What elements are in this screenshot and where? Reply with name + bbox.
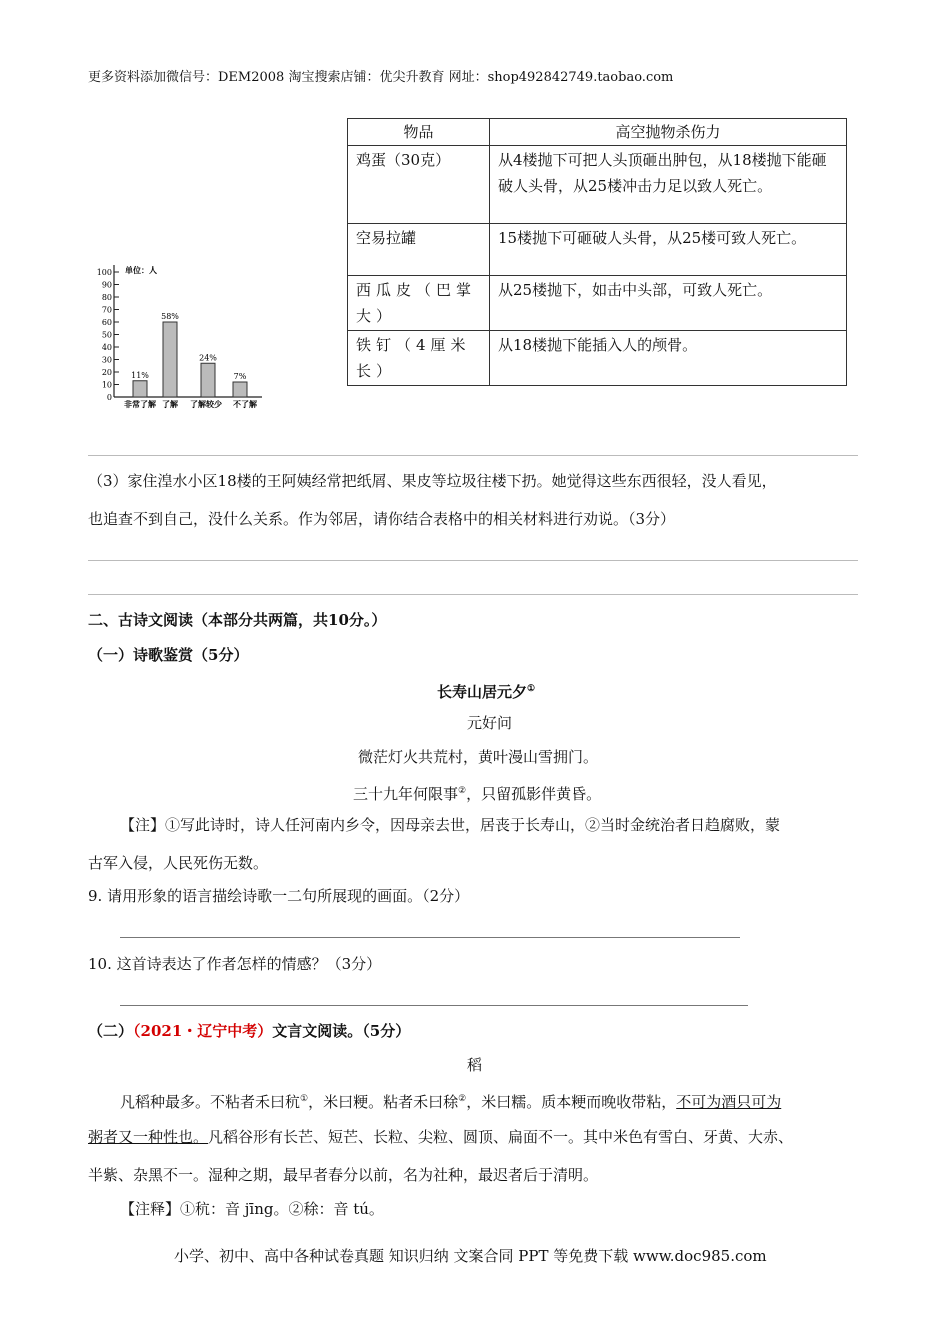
- subsection-title-2: [88, 1021, 410, 1041]
- y-tick-label: 50: [101, 330, 112, 340]
- table-cell: 鸡蛋（30克）: [348, 146, 490, 224]
- table-header: 物品: [348, 119, 490, 146]
- t: 凡稻谷形有长芒、短芒、长粒、尖粒、圆顶、扁面不一。其中米色有雪白、牙黄、大赤、: [208, 1128, 794, 1146]
- question-3-line2: 也追查不到自己，没什么关系。作为邻居，请你结合表格中的相关材料进行劝说。（3分）: [88, 510, 676, 528]
- y-tick-label: 0: [106, 393, 112, 402]
- underlined-text: 粥者又一种性也。: [88, 1128, 209, 1146]
- answer-line: [120, 937, 740, 938]
- poem-title-text: 长寿山居元夕: [437, 683, 528, 701]
- y-tick-label: 10: [101, 380, 112, 390]
- hazard-table: [347, 118, 847, 386]
- y-tick-label: 90: [101, 280, 112, 290]
- y-tick-label: 60: [101, 318, 112, 327]
- x-tick-label: 了解: [162, 400, 178, 409]
- table-cell: 铁钉（4厘米长）: [348, 331, 490, 386]
- y-tick-label: 30: [101, 355, 112, 365]
- answer-line: [120, 1005, 748, 1006]
- poem-text: ，只留孤影伴黄昏。: [466, 785, 602, 803]
- x-tick-label: 不了解: [233, 400, 257, 409]
- table-cell: 空易拉罐: [348, 224, 490, 276]
- question-9: 9. 请用形象的语言描绘诗歌一二句所展现的画面。（2分）: [88, 887, 470, 905]
- table-row: [348, 146, 847, 224]
- table-row: [348, 331, 847, 386]
- data-label: 24%: [199, 353, 217, 363]
- poem-line: 微茫灯火共荒村，黄叶漫山雪拥门。: [358, 748, 599, 766]
- page-footer: 小学、初中、高中各种试卷真题 知识归纳 文案合同 PPT 等免费下载 www.doc985.com: [174, 1247, 767, 1265]
- t: ，米曰粳。粘者禾曰稌: [308, 1093, 459, 1111]
- answer-line: [88, 594, 858, 595]
- poem-note-line2: 古军入侵，人民死伤无数。: [88, 854, 269, 872]
- prose-line: [88, 1127, 793, 1147]
- bar-chart: [90, 255, 270, 415]
- subsection-title: （一）诗歌鉴赏（5分）: [88, 646, 249, 664]
- table-cell: 从25楼抛下，如击中头部，可致人死亡。: [490, 276, 847, 331]
- t: ，米曰糯。质本粳而晚收带粘，: [466, 1093, 677, 1111]
- footnote-mark: ①: [300, 1094, 309, 1104]
- prose-line: [120, 1089, 781, 1112]
- y-tick-label: 100: [96, 268, 112, 277]
- table-header: 高空抛物杀伤力: [490, 119, 847, 146]
- page-header: 更多资料添加微信号：DEM2008 淘宝搜索店铺：优尖升教育 网址：shop492842749.taobao.com: [88, 70, 674, 85]
- source-tag: （2021・辽宁中考）: [133, 1022, 273, 1040]
- underlined-text: 不可为酒只可为: [676, 1093, 782, 1111]
- x-tick-label: 非常了解: [124, 400, 156, 409]
- y-tick-label: 20: [101, 368, 112, 377]
- label: 文言文阅读。（5分）: [272, 1022, 411, 1040]
- x-tick-label: 了解较少: [190, 400, 222, 409]
- data-label: 11%: [131, 370, 149, 380]
- t: 凡稻种最多。不粘者禾曰秔: [120, 1093, 301, 1111]
- bar: [133, 381, 147, 397]
- chart-title: 单位：人: [125, 266, 157, 275]
- data-label: 7%: [233, 372, 247, 381]
- prose-note: 【注释】①秔：音 jīng。②稌：音 tú。: [120, 1200, 384, 1218]
- footnote-mark: ①: [527, 684, 536, 694]
- table-cell: 从18楼抛下能插入人的颅骨。: [490, 331, 847, 386]
- data-label: 58%: [161, 312, 179, 321]
- table-cell: 西瓜皮（巴掌大）: [348, 276, 490, 331]
- table-row: [348, 224, 847, 276]
- table-header-row: [348, 119, 847, 146]
- poem-text: 三十九年何限事: [353, 785, 459, 803]
- bar: [233, 382, 247, 397]
- answer-line: [88, 455, 858, 456]
- question-10: 10. 这首诗表达了作者怎样的情感？（3分）: [88, 955, 382, 973]
- poem-title: [437, 679, 535, 702]
- footnote-mark: ②: [458, 786, 467, 796]
- bar: [163, 322, 177, 397]
- y-tick-label: 70: [101, 305, 112, 315]
- table-cell: 从4楼抛下可把人头顶砸出肿包，从18楼抛下能砸破人头骨，从25楼冲击力足以致人死亡。: [490, 146, 847, 224]
- prose-title: 稻: [467, 1056, 483, 1074]
- table-cell: 15楼抛下可砸破人头骨，从25楼可致人死亡。: [490, 224, 847, 276]
- footnote-mark: ②: [458, 1094, 467, 1104]
- poem-line: [353, 781, 601, 804]
- bar: [201, 363, 215, 397]
- label: （二）: [88, 1022, 134, 1040]
- prose-line: 半紫、杂黑不一。湿种之期，最早者春分以前，名为社种，最迟者后于清明。: [88, 1166, 599, 1184]
- poem-note-line1: 【注】①写此诗时，诗人任河南内乡令，因母亲去世，居丧于长寿山，②当时金统治者日趋腐败，蒙: [120, 816, 781, 834]
- section-title: 二、古诗文阅读（本部分共两篇，共10分。）: [88, 611, 387, 629]
- y-tick-label: 80: [101, 293, 112, 302]
- answer-line: [88, 560, 858, 561]
- question-3-line1: （3）家住湟水小区18楼的王阿姨经常把纸屑、果皮等垃圾往楼下扔。她觉得这些东西很轻，没人看见，: [88, 472, 777, 490]
- y-tick-label: 40: [101, 343, 112, 352]
- poem-author: 元好问: [467, 714, 513, 732]
- table-row: [348, 276, 847, 331]
